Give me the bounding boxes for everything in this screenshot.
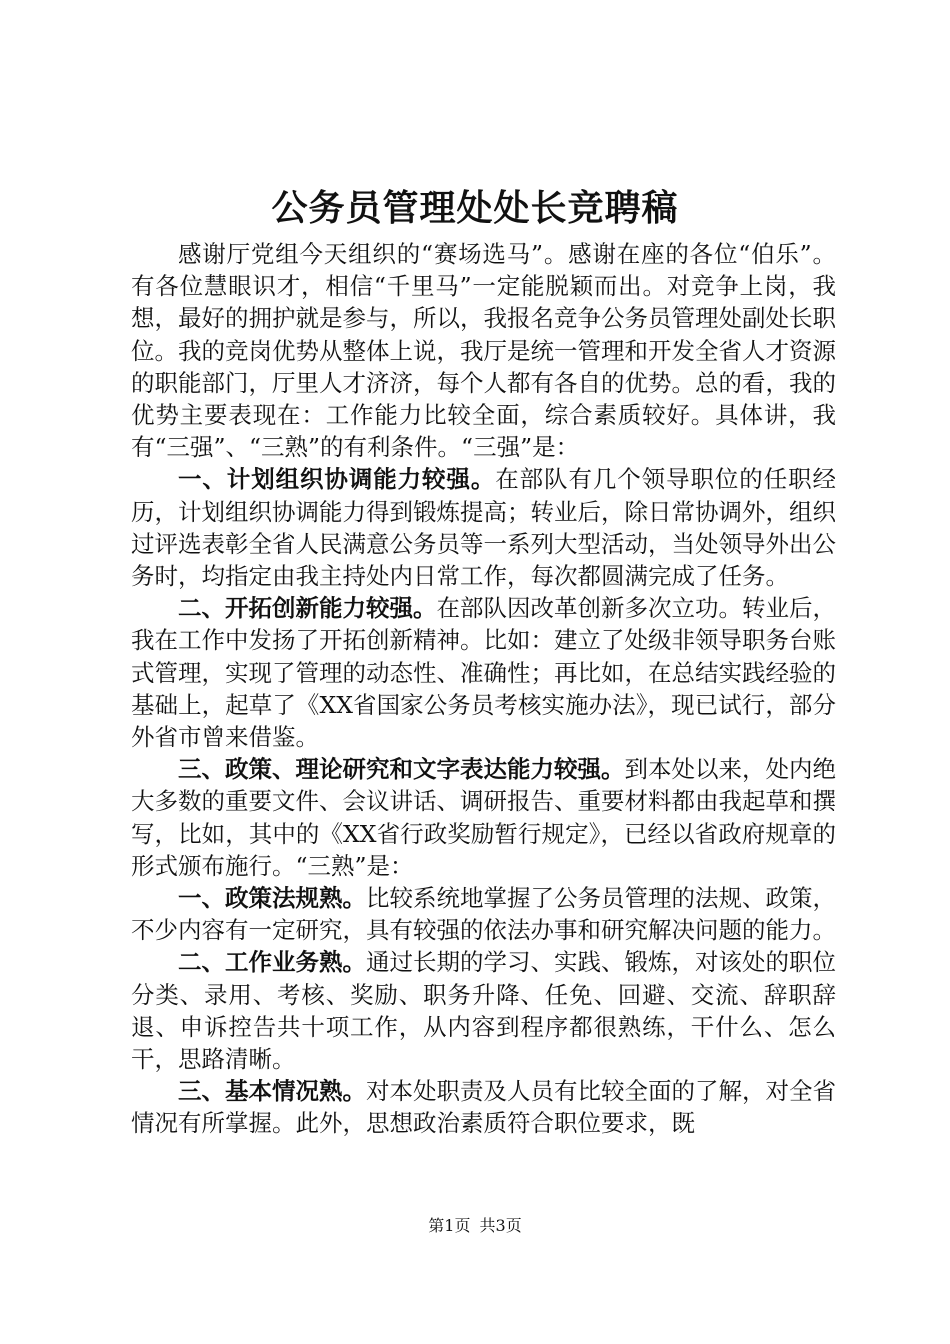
paragraph-text: 到本处以来，处内绝大多数的重要文件、会议讲话、调研报告、重要材料都由我起草和撰写，比如，其中的《XX省行政奖励暂行规定》，已经以省政府规章的形式颁布施行。“三熟”是： [131,755,836,880]
paragraph-strength-1 [131,463,836,592]
page-footer [0,1215,950,1237]
paragraph-text: 在部队有几个领导职位的任职经历，计划组织协调能力得到锻炼提高；转业后，除日常协调外，组织过评选表彰全省人民满意公务员等一系列大型活动，当处领导外出公务时，均指定由我主持处内日常工作，每次都圆满完成了任务。 [131,465,836,591]
paragraph-familiar-3 [131,1075,836,1139]
paragraph-strength-2 [131,592,836,753]
page-number: 第1页 [428,1216,471,1235]
paragraph-text: 比较系统地掌握了公务员管理的法规、政策，不少内容有一定研究，具有较强的依法办事和研究解决问题的能力。 [131,884,836,945]
paragraph-lead: 二、开拓创新能力较强。 [178,594,437,623]
document-title: 公务员管理处处长竞聘稿 [271,188,679,229]
paragraph-lead: 一、政策法规熟。 [178,884,366,913]
document-body [131,238,836,1140]
paragraph-lead: 二、工作业务熟。 [178,948,366,977]
paragraph-strength-3 [131,753,836,882]
paragraph-text: 对本处职责及人员有比较全面的了解，对全省情况有所掌握。此外，思想政治素质符合职位要求，既 [131,1077,836,1138]
paragraph-text: 感谢厅党组今天组织的“赛场选马”。感谢在座的各位“伯乐”。有各位慧眼识才，相信“千里马”一定能脱颖而出。对竞争上岗，我想，最好的拥护就是参与，所以，我报名竞争公务员管理处副处长职位。我的竞岗优势从整体上说，我厅是统一管理和开发全省人才资源的职能部门，厅里人才济济，每个人都有各自的优势。总的看，我的优势主要表现在：工作能力比较全面，综合素质较好。具体讲，我有“三强”、“三熟”的有利条件。“三强”是： [131,240,836,462]
paragraph-familiar-1 [131,882,836,946]
paragraph-lead: 三、基本情况熟。 [178,1077,366,1106]
paragraph-familiar-2 [131,946,836,1075]
paragraph-intro [131,238,836,463]
page-total: 共3页 [479,1216,522,1235]
paragraph-lead: 三、政策、理论研究和文字表达能力较强。 [178,755,625,784]
paragraph-text: 通过长期的学习、实践、锻炼，对该处的职位分类、录用、考核、奖励、职务升降、任免、回避、交流、辞职辞退、申诉控告共十项工作，从内容到程序都很熟练，干什么、怎么干，思路清晰。 [131,948,836,1074]
paragraph-text: 在部队因改革创新多次立功。转业后，我在工作中发扬了开拓创新精神。比如：建立了处级非领导职务台账式管理，实现了管理的动态性、准确性；再比如，在总结实践经验的基础上，起草了《XX省国家公务员考核实施办法》，现已试行，部分外省市曾来借鉴。 [131,594,836,752]
paragraph-lead: 一、计划组织协调能力较强。 [178,465,496,494]
